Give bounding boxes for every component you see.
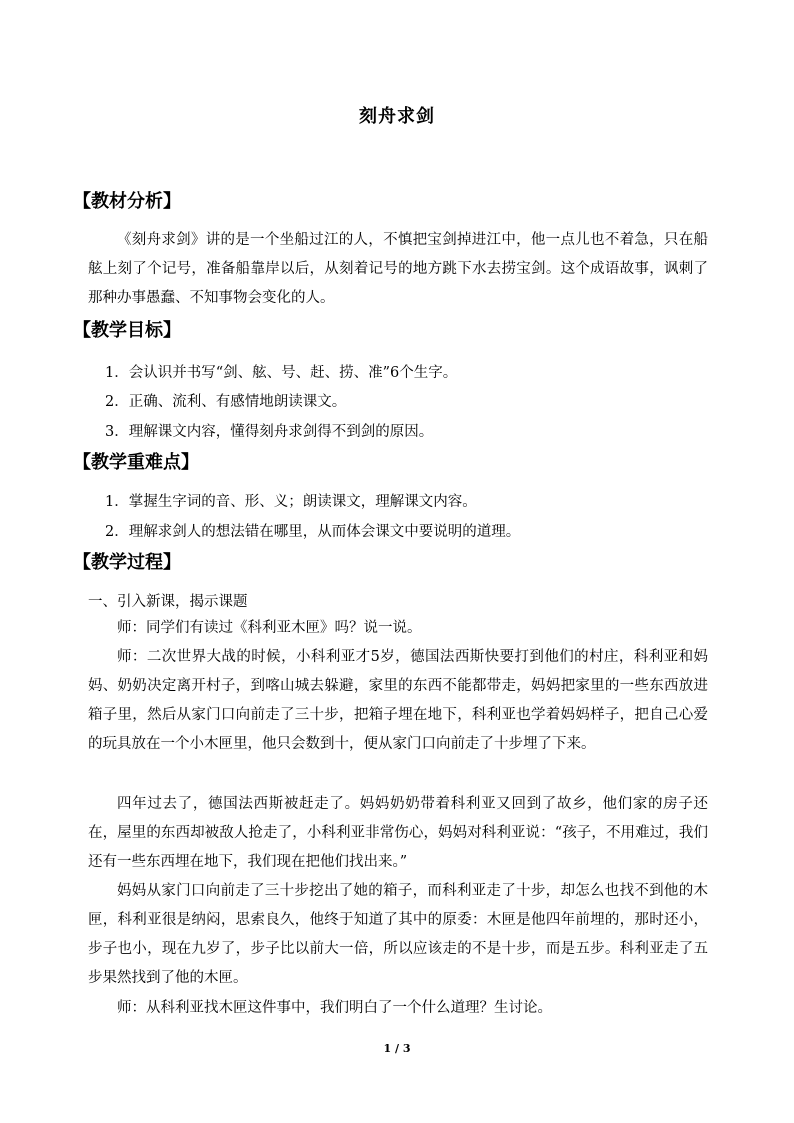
process-paragraph-5: 师：从科利亚找木匣这件事中，我们明白了一个什么道理？生讨论。	[117, 1000, 552, 1016]
process-paragraph-2: 师：二次世界大战的时候，小科利亚才5岁，德国法西斯快要打到他们的村庄，科利亚和妈妈、奶奶决定离开村子，到喀山城去躲避，家里的东西不能都带走，妈妈把家里的一些东西放进箱子里，然后从家门口向前走了三十步，把箱子埋在地下，科利亚也学着妈妈样子，把自己心爱的玩具放在一个小木匣里，他只会数到十，便从家门口向前走了十步埋了下来。	[88, 649, 708, 752]
page-number: 1 / 3	[383, 1042, 411, 1055]
goal-item-3: 3．理解课文内容，懂得刻舟求剑得不到剑的原因。	[105, 424, 434, 440]
heading-analysis: 【教材分析】	[73, 191, 181, 212]
heading-process: 【教学过程】	[73, 552, 181, 573]
document-title: 刻舟求剑	[359, 106, 435, 127]
heading-key-points: 【教学重难点】	[73, 452, 199, 473]
key-point-item-1: 1．掌握生字词的音、形、义；朗读课文，理解课文内容。	[105, 494, 477, 510]
goal-item-2: 2．正确、流利、有感情地朗读课文。	[105, 394, 347, 410]
process-paragraph-1: 师：同学们有读过《科利亚木匣》吗？说一说。	[117, 620, 422, 636]
key-point-item-2: 2．理解求剑人的想法错在哪里，从而体会课文中要说明的道理。	[105, 524, 521, 540]
process-step-1: 一、引入新课，揭示课题	[88, 594, 248, 610]
goal-item-1: 1．会认识并书写“剑、舷、号、赶、捞、准”6个生字。	[105, 365, 458, 381]
analysis-paragraph: 《刻舟求剑》讲的是一个坐船过江的人，不慎把宝剑掉进江中，他一点儿也不着急，只在船舷上刻了个记号，准备船靠岸以后，从刻着记号的地方跳下水去捞宝剑。这个成语故事，讽刺了那种办事愚蠢、不知事物会变化的人。	[88, 232, 708, 306]
heading-goals: 【教学目标】	[73, 320, 181, 341]
process-paragraph-3: 四年过去了，德国法西斯被赶走了。妈妈奶奶带着科利亚又回到了故乡，他们家的房子还在，屋里的东西却被敌人抢走了，小科利亚非常伤心，妈妈对科利亚说：“孩子，不用难过，我们还有一些东西埋在地下，我们现在把他们找出来。”	[88, 796, 708, 870]
process-paragraph-4: 妈妈从家门口向前走了三十步挖出了她的箱子，而科利亚走了十步，却怎么也找不到他的木匣，科利亚很是纳闷，思索良久，他终于知道了其中的原委：木匣是他四年前埋的，那时还小，步子也小，现在九岁了，步子比以前大一倍，所以应该走的不是十步，而是五步。科利亚走了五步果然找到了他的木匣。	[88, 883, 708, 986]
